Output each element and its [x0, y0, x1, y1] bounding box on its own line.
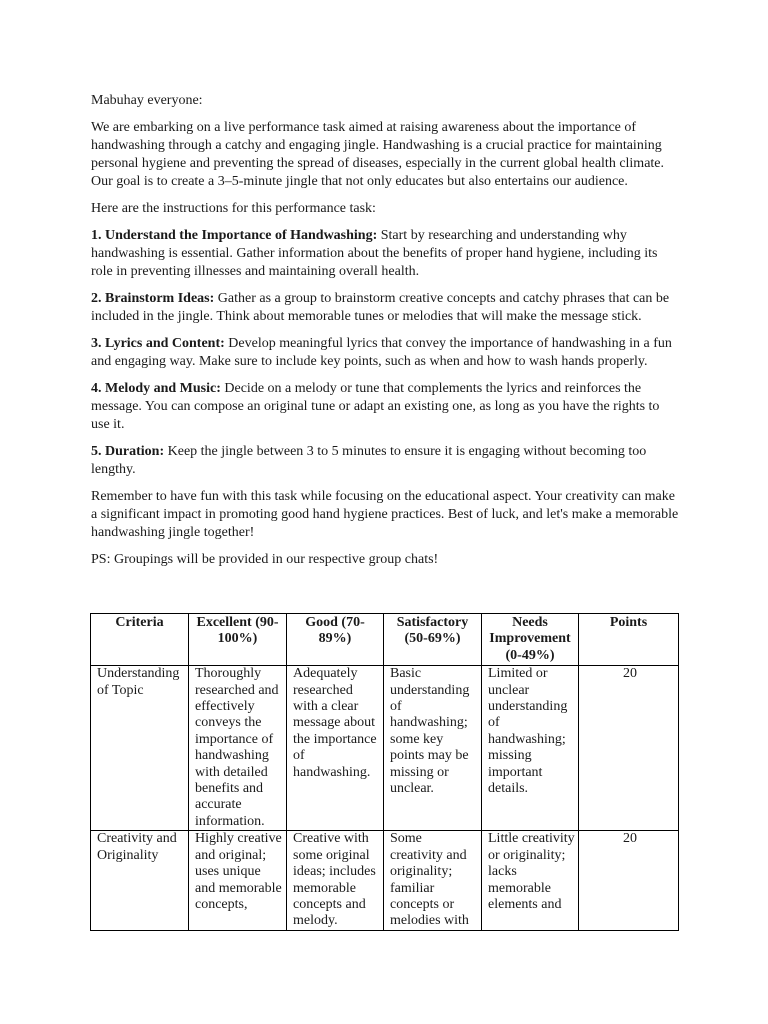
header-needs-improvement: Needs Improvement (0-49%) [482, 614, 579, 666]
instruction-text: Start by researching and understanding why handwashing is essential. Gather information about the benefits of proper hand hygiene, including its role in preventing illnesses and maintaining overall health. [91, 228, 658, 279]
instruction-text: Develop meaningful lyrics that convey the importance of handwashing in a fun and engaging way. Make sure to include key points, such as when and how to wash hands properly. [91, 336, 672, 369]
instruction-text: Keep the jingle between 3 to 5 minutes to ensure it is engaging without becoming too lengthy. [91, 444, 647, 477]
cell-satisfactory: Some creativity and originality; familiar concepts or melodies with [384, 831, 482, 930]
announcement-body [91, 92, 681, 578]
cell-criteria: Creativity and Originality [91, 831, 189, 930]
instruction-item [91, 335, 681, 371]
cell-points: 20 [579, 831, 679, 930]
cell-needs-improvement: Limited or unclear understanding of handwashing; missing important details. [482, 666, 579, 831]
instruction-title: 3. Lyrics and Content: [91, 336, 225, 351]
instruction-item [91, 380, 681, 434]
header-satisfactory: Satisfactory (50-69%) [384, 614, 482, 666]
closing-paragraph: Remember to have fun with this task while focusing on the educational aspect. Your creativity can make a significant impact in promoting good hand hygiene practices. Best of luck, and let's make a memorable handwashing jingle together! [91, 489, 679, 540]
instruction-title: 4. Melody and Music: [91, 381, 221, 396]
header-excellent: Excellent (90-100%) [189, 614, 287, 666]
instruction-text: Decide on a melody or tune that complements the lyrics and reinforces the message. You can compose an original tune or adapt an existing one, as long as you have the rights to use it. [91, 381, 660, 432]
rubric-table [90, 613, 679, 931]
instruction-text: Gather as a group to brainstorm creative concepts and catchy phrases that can be included in the jingle. Think about memorable tunes or melodies that will make the message stick. [91, 291, 670, 324]
instruction-title: 1. Understand the Importance of Handwashing: [91, 228, 378, 243]
header-points: Points [579, 614, 679, 666]
instruction-item [91, 227, 681, 281]
rubric-header-row [91, 614, 679, 666]
instruction-title: 5. Duration: [91, 444, 165, 459]
table-row [91, 831, 679, 930]
cell-excellent: Thoroughly researched and effectively conveys the importance of handwashing with detailed benefits and accurate information. [189, 666, 287, 831]
instruction-title: 2. Brainstorm Ideas: [91, 291, 215, 306]
instructions-heading: Here are the instructions for this performance task: [91, 201, 376, 216]
ps-note: PS: Groupings will be provided in our respective group chats! [91, 552, 439, 567]
greeting: Mabuhay everyone: [91, 93, 203, 108]
header-criteria: Criteria [91, 614, 189, 666]
cell-good: Adequately researched with a clear message about the importance of handwashing. [287, 666, 384, 831]
instruction-item [91, 443, 681, 479]
cell-needs-improvement: Little creativity or originality; lacks memorable elements and [482, 831, 579, 930]
cell-excellent: Highly creative and original; uses unique and memorable concepts, [189, 831, 287, 930]
instruction-item [91, 290, 681, 326]
cell-points: 20 [579, 666, 679, 831]
intro-paragraph: We are embarking on a live performance task aimed at raising awareness about the importance of handwashing through a catchy and engaging jingle. Handwashing is a crucial practice for maintaining personal hygiene and preventing the spread of diseases, especially in the current global health climate. Our goal is to create a 3–5-minute jingle that not only educates but also entertains our audience. [91, 120, 665, 189]
table-row [91, 666, 679, 831]
cell-good: Creative with some original ideas; includes memorable concepts and melody. [287, 831, 384, 930]
cell-satisfactory: Basic understanding of handwashing; some key points may be missing or unclear. [384, 666, 482, 831]
header-good: Good (70-89%) [287, 614, 384, 666]
cell-criteria: Understanding of Topic [91, 666, 189, 831]
